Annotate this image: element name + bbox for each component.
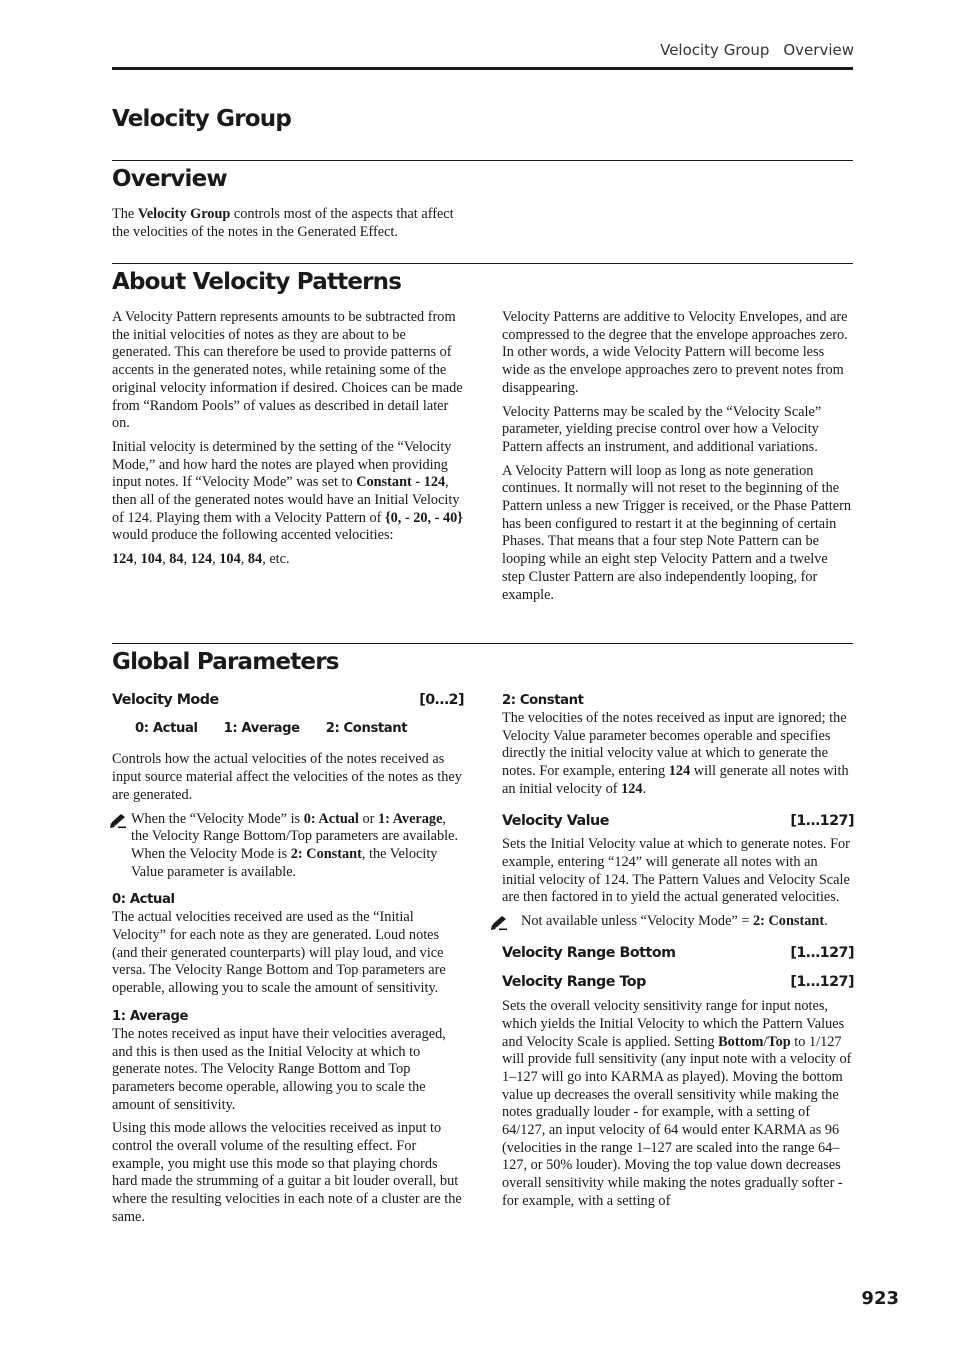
param-range: [1…127]	[790, 944, 854, 961]
subtitle-average: 1: Average	[112, 1008, 189, 1024]
option-constant: 2: Constant	[325, 720, 408, 736]
velocity-value-1: 124	[112, 551, 134, 568]
param-range: [1…127]	[790, 812, 854, 829]
page-number: 923	[861, 1288, 899, 1309]
velocity-range-description	[502, 998, 854, 1210]
about-p2-e: would produce the following accented velocities:	[112, 527, 394, 544]
constant-value-2: 124	[621, 780, 643, 797]
velocity-value-6: 84	[247, 551, 263, 568]
param-range: [1…127]	[790, 974, 854, 991]
param-velocity-mode	[112, 692, 464, 710]
vv-note-text-a: Not available unless “Velocity Mode” =	[521, 913, 753, 930]
global-left-column	[112, 692, 464, 1233]
overview-text-a: The	[112, 206, 138, 222]
param-name: Velocity Range Top	[502, 974, 646, 991]
param-name: Velocity Range Bottom	[502, 944, 676, 961]
accented-velocity-sequence	[112, 551, 464, 569]
overview-intro	[112, 206, 464, 247]
param-name: Velocity Value	[502, 812, 609, 829]
running-header	[660, 41, 854, 59]
velocity-value-3: 84	[169, 551, 184, 568]
subtitle-constant: 2: Constant	[502, 693, 584, 708]
constant-value-1: 124	[668, 763, 691, 780]
rule-global	[112, 643, 853, 644]
about-p2-pattern: {0, - 20, - 40}	[384, 509, 463, 526]
note-text-a: When the “Velocity Mode” is	[131, 810, 304, 827]
subtitle-actual: 0: Actual	[112, 892, 175, 908]
note-text-g: , the Velocity Value parameter is available.	[131, 845, 438, 880]
title-overview: Overview	[112, 166, 227, 192]
sequence-separator: ,	[162, 551, 170, 568]
pencil-note-icon	[109, 813, 127, 829]
about-paragraph-5: A Velocity Pattern will loop as long as note generation continues. It normally will not reset to the beginning of the Pattern unless a new Trigger is received, or the Phase Pattern has been configured to restart it at the beginning of certain Phases. That means that a four step Note Pattern can be looping while an eight step Velocity Pattern and a twelve step Cluster Pattern are also independently looping, for example.	[502, 462, 852, 603]
velocity-mode-options	[112, 720, 464, 738]
overview-paragraph	[112, 206, 464, 241]
rule-overview	[112, 160, 853, 161]
param-range: [0…2]	[419, 692, 464, 708]
param-velocity-value	[502, 813, 854, 831]
range-top-bold: Top	[767, 1033, 791, 1050]
note-text-c: or	[358, 810, 378, 827]
about-p2-c: , then all of the generated notes would have an Initial Velocity of 124. Playing them with a Velocity Pattern of	[112, 474, 460, 526]
param-name: Velocity Mode	[112, 692, 219, 708]
note-text-e: , the Velocity Range Bottom/Top parameters are available. When the Velocity Mode is	[131, 810, 459, 862]
velocity-mode-note	[112, 811, 464, 882]
param-velocity-range-bottom	[502, 945, 854, 963]
velocity-value-2: 104	[140, 551, 163, 568]
sequence-separator: ,	[133, 551, 141, 568]
title-about-velocity-patterns: About Velocity Patterns	[112, 269, 402, 295]
vv-note-text-c: .	[824, 913, 828, 930]
about-p2-a: Initial velocity is determined by the setting of the “Velocity Mode,” and how hard the notes are played when providing input notes. If “Velocity Mode” was set to	[112, 438, 452, 491]
about-paragraph-3: Velocity Patterns are additive to Velocity Envelopes, and are compressed to the degree that the envelope approaches zero. In other words, a wide Velocity Pattern will become less wide as the envelope approaches zero to prevent notes from disappearing.	[502, 309, 848, 396]
about-right-column	[502, 309, 854, 610]
sequence-separator: , etc.	[262, 551, 290, 568]
overview-text-bold: Velocity Group	[137, 206, 231, 222]
note-constant: 2: Constant	[290, 845, 362, 862]
velocity-value-5: 104	[219, 551, 241, 568]
about-paragraph-1: A Velocity Pattern represents amounts to be subtracted from the initial velocities of notes as they are about to be generated. This can therefore be used to provide patterns of accents in the generated notes, while retaining some of the original velocity information if desired. Choices can be made from “Random Pools” of values as described in detail later on.	[112, 309, 463, 432]
constant-text-e: .	[642, 780, 647, 797]
about-paragraph-2	[112, 439, 464, 545]
average-description-2: Using this mode allows the velocities received as input to control the overall volume of the resulting effect. For example, you might use this mode so that playing chords hard made the strumming of a guitar a bit louder overall, but where the resulting velocities in each note of a cluster are the same.	[112, 1120, 462, 1225]
running-header-section: Overview	[783, 41, 854, 59]
param-velocity-range-top	[502, 974, 854, 992]
about-paragraph-4: Velocity Patterns may be scaled by the “Velocity Scale” parameter, yielding precise control over how a Velocity Pattern affects an instrument, and additional variations.	[502, 403, 822, 455]
actual-description: The actual velocities received are used as the “Initial Velocity” for each note as they are generated. Loud notes (and their generated counterparts) will play loud, and vice versa. The Velocity Range Bottom and Top parameters are operable, allowing you to scale the amount of sensitivity.	[112, 909, 446, 997]
rule-about	[112, 263, 853, 264]
header-rule	[112, 67, 853, 70]
sequence-separator: ,	[240, 551, 248, 568]
range-bottom-bold: Bottom	[718, 1033, 764, 1050]
range-text-a: Sets the overall velocity sensitivity range for input notes, which yields the Initial Velocity to which the Pattern Values and Velocity Scale is applied. Setting	[502, 998, 845, 1050]
range-slash: /	[763, 1033, 768, 1050]
note-actual: 0: Actual	[303, 810, 359, 827]
about-left-column	[112, 309, 464, 575]
option-average: 1: Average	[223, 720, 300, 736]
title-global-parameters: Global Parameters	[112, 649, 339, 675]
option-actual: 0: Actual	[135, 720, 198, 736]
sequence-separator: ,	[212, 551, 220, 568]
range-text-e: to 1/127 will provide full sensitivity (any input note with a velocity of 1–127 will go into KARMA as played). Moving the bottom value up decreases the overall sensitivity while making the notes gradually louder - for example, with a setting of 64/127, an input velocity of 64 would enter KARMA as 96 (velocities in the range 1–127 are scaled into the range 64–127, or 50% louder). Moving the top value down decreases overall sensitivity while making the notes gradually softer - for example, with a setting of	[502, 1033, 852, 1209]
running-header-group: Velocity Group	[660, 41, 770, 59]
sequence-separator: ,	[183, 551, 191, 568]
about-p2-constant: Constant - 124	[356, 474, 446, 491]
title-velocity-group: Velocity Group	[112, 106, 291, 132]
velocity-mode-description: Controls how the actual velocities of the notes received as input source material affect the velocities of the notes as they are generated.	[112, 751, 462, 803]
average-description: The notes received as input have their velocities averaged, and this is then used as the Initial Velocity at which to generate notes. The Velocity Range Bottom and Top parameters become operable, allowing you to scale the amount of sensitivity.	[112, 1025, 446, 1113]
constant-description	[502, 710, 854, 799]
global-right-column	[502, 692, 854, 1217]
vv-note-constant: 2: Constant	[752, 913, 825, 930]
constant-text-c: will generate all notes with an initial velocity of	[502, 763, 849, 797]
pencil-note-icon	[490, 915, 508, 931]
overview-text-b: controls most of the aspects that affect the velocities of the notes in the Generated Effect.	[112, 206, 454, 240]
constant-text-a: The velocities of the notes received as input are ignored; the Velocity Value parameter becomes operable and specifies directly the initial velocity value at which to generate the notes. For example, entering	[502, 710, 847, 780]
note-average: 1: Average	[377, 810, 443, 827]
velocity-value-4: 124	[190, 551, 213, 568]
velocity-value-note	[502, 913, 854, 931]
velocity-value-description: Sets the Initial Velocity value at which to generate notes. For example, entering “124” will generate all notes with an initial velocity of 124. The Pattern Values and Velocity Scale are then factored in to yield the actual generated velocities.	[502, 836, 850, 906]
